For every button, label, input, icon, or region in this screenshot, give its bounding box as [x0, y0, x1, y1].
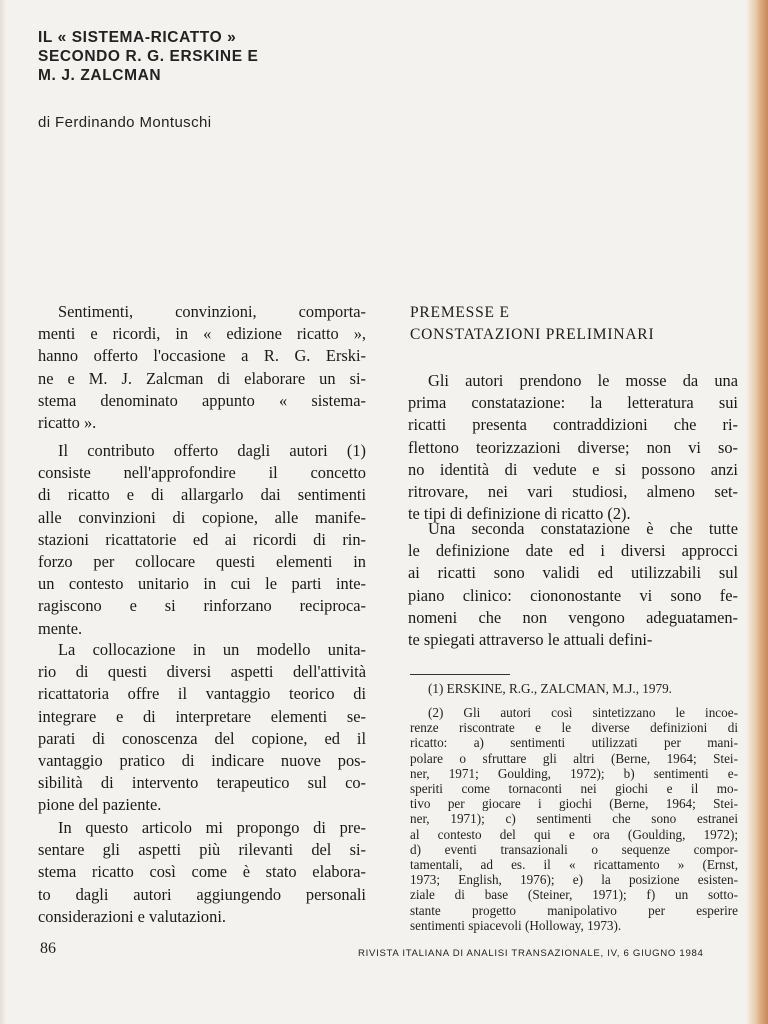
page-edge-right [746, 0, 768, 1024]
footnote-2-line: speriti come tornaconti nei giochi e il mo- [410, 781, 738, 796]
footnote-2-line: (2) Gli autori così sintetizzano le incoe- [428, 705, 738, 720]
text-line: stema ricatto così come è stato elabora- [38, 862, 366, 882]
text-line: pione del paziente. [38, 795, 162, 815]
text-line: stema denominato appunto « sistema- [38, 390, 366, 410]
text-line: ragiscono e si rinforzano reciproca- [38, 596, 366, 616]
text-line: di ricatto e di allargarlo dai sentimenti [38, 485, 366, 505]
text-line: sentare gli aspetti più rilevanti del si- [38, 840, 366, 860]
footnote-2-line: ner, 1971); c) sentimenti che sono estranei [410, 811, 738, 827]
text-line: menti e ricordi, in « edizione ricatto », [38, 324, 366, 344]
text-line: te spiegati attraverso le attuali defini- [408, 630, 653, 649]
text-line: mente. [38, 618, 83, 638]
article-title [38, 28, 259, 85]
page-number: 86 [40, 940, 56, 957]
footnote-2-line: 1973; English, 1976); e) la posizione esisten- [410, 872, 738, 888]
text-line: In questo articolo mi propongo di pre- [58, 818, 366, 837]
text-line: le definizione date ed i diversi approcci [408, 541, 738, 561]
footnote-2-line: renze riscontrate e le diverse definizioni di [410, 720, 738, 736]
page-shadow-left [0, 0, 6, 1024]
text-line: piano clinico: ciononostante vi sono fe- [408, 585, 738, 605]
title-line: M. J. ZALCMAN [38, 67, 162, 84]
text-line: alle convinzioni di copione, alle manife- [38, 507, 366, 527]
text-line: considerazioni e valutazioni. [38, 906, 226, 926]
footnote-2-line: polare o sfruttare gli altri (Berne, 1964; Stei- [410, 750, 738, 766]
text-line: hanno offerto l'occasione a R. G. Erski- [38, 346, 366, 366]
text-line: consiste nell'approfondire il concetto [38, 463, 366, 483]
article-author: di Ferdinando Montuschi [38, 114, 212, 131]
title-line: IL « SISTEMA-RICATTO » [38, 29, 237, 46]
text-line: ne e M. J. Zalcman di elaborare un si- [38, 368, 366, 388]
text-line: parati di conoscenza del copione, ed il [38, 728, 366, 748]
footnote-2-line: d) eventi transazionali o sequenze compor- [410, 841, 738, 857]
text-line: rio di questi diversi aspetti dell'attività [38, 662, 366, 682]
text-line: Una seconda constatazione è che tutte [428, 519, 738, 538]
title-line: SECONDO R. G. ERSKINE E [38, 48, 259, 65]
text-line: stazioni ricattatorie ed ai ricordi di rin- [38, 529, 366, 549]
section-heading: PREMESSE E [410, 304, 510, 321]
footnote-1: (1) ERSKINE, R.G., ZALCMAN, M.J., 1979. [428, 681, 672, 696]
footnote-2-line: ricatto: a) sentimenti utilizzati per mani- [410, 735, 738, 751]
text-line: La collocazione in un modello unita- [58, 640, 366, 659]
text-line: flettono teorizzazioni diverse; non vi so- [408, 437, 738, 457]
text-line: no identità di vedute e si possono anzi [408, 459, 738, 479]
section-heading: CONSTATAZIONI PRELIMINARI [410, 326, 655, 343]
text-line: ai ricatti sono validi ed utilizzabili sul [408, 563, 738, 583]
footnote-2-line: stante progetto manipolativo per esperire [410, 902, 738, 918]
text-line: ricattatoria offre il vantaggio teorico di [38, 684, 366, 704]
text-line: Gli autori prendono le mosse da una [428, 371, 738, 390]
footnote-rule [410, 674, 510, 675]
text-line: integrare e di interpretare elementi se- [38, 706, 366, 726]
journal-footer: RIVISTA ITALIANA DI ANALISI TRANSAZIONALE, IV, 6 GIUGNO 1984 [358, 948, 704, 959]
footnote-2-line: sentimenti spiacevoli (Holloway, 1973). [410, 917, 622, 933]
text-line: sibilità di intervento terapeutico sul co- [38, 773, 366, 793]
footnote-2-line: ziale di base (Steiner, 1971); f) un sotto- [410, 887, 738, 903]
text-line: ricatto ». [38, 413, 97, 432]
text-line: un contesto unitario in cui le parti inte- [38, 574, 366, 594]
footnote-2-line: al contesto del qui e ora (Goulding, 1972); [410, 826, 738, 842]
footnote-2-line: tamentali, ad es. il « ricattamento » (Ernst, [410, 857, 738, 872]
text-line: to dagli autori aggiungendo personali [38, 884, 366, 904]
text-line: prima constatazione: la letteratura sui [408, 393, 738, 413]
text-line: ricatti presenta contraddizioni che ri- [408, 415, 738, 435]
text-line: Il contributo offerto dagli autori (1) [58, 441, 366, 460]
footnote-2-line: ner, 1971; Goulding, 1972); b) sentimenti e- [410, 765, 738, 781]
text-line: te tipi di definizione di ricatto (2). [408, 504, 631, 524]
text-line: Sentimenti, convinzioni, comporta- [58, 302, 366, 321]
text-line: nomeni che non vengono adeguatamen- [408, 607, 738, 627]
footnote-2-line: tivo per giocare i giochi (Berne, 1964; Stei- [410, 796, 738, 812]
text-line: forzo per collocare questi elementi in [38, 552, 366, 571]
text-line: ritrovare, nei vari studiosi, almeno set- [408, 482, 738, 501]
text-line: vantaggio pratico di indicare nuove pos- [38, 751, 366, 770]
